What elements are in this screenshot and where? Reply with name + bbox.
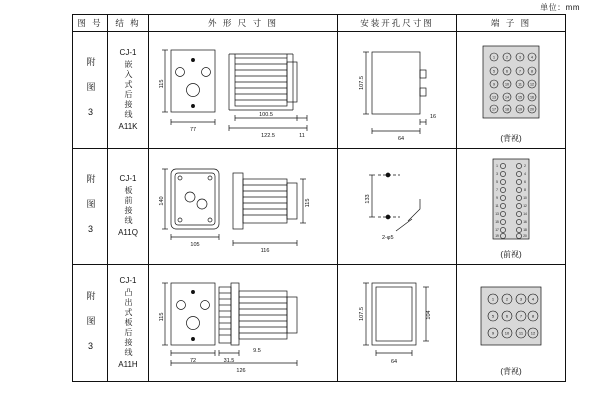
svg-text:10: 10 <box>523 195 527 200</box>
structure-type-3: 凸出式板后接线 <box>124 288 133 359</box>
table-header-row <box>73 15 566 32</box>
structure-type-2: 板前接线 <box>124 186 133 227</box>
fig-no-label-2: 附 图 3 <box>85 173 96 237</box>
table-row <box>73 265 566 382</box>
spec-table <box>72 14 566 382</box>
dim-100p5-r1: 100.5 <box>259 112 273 118</box>
structure-code-1: CJ-1 <box>119 47 137 57</box>
svg-text:5: 5 <box>491 313 495 319</box>
table-row <box>73 148 566 265</box>
mounting-drawing-1 <box>338 32 457 149</box>
dim-31p5-r3: 31.5 <box>223 358 235 365</box>
fig-no-cell-3 <box>73 265 108 382</box>
svg-text:7: 7 <box>519 313 523 319</box>
dim-77-r1: 77 <box>189 127 197 133</box>
svg-text:12: 12 <box>530 330 536 336</box>
header-terminal: 端 子 图 <box>457 15 566 32</box>
svg-text:14: 14 <box>505 95 509 100</box>
svg-text:12: 12 <box>530 82 534 87</box>
svg-text:8: 8 <box>524 187 526 192</box>
svg-text:10: 10 <box>505 82 509 87</box>
terminal-drawing-2 <box>457 148 566 265</box>
svg-text:11: 11 <box>495 203 499 208</box>
svg-text:20: 20 <box>523 233 527 238</box>
dim-104-r3: 104 <box>426 310 432 320</box>
terminal-caption-1: (背视) <box>500 133 522 143</box>
svg-text:18: 18 <box>505 107 509 112</box>
svg-text:17: 17 <box>495 227 499 232</box>
svg-text:9: 9 <box>496 195 498 200</box>
svg-text:15: 15 <box>495 219 499 224</box>
svg-text:4: 4 <box>531 296 535 302</box>
svg-text:5: 5 <box>493 69 495 74</box>
dim-11-r1: 11 <box>299 133 305 139</box>
fig-no-label-1: 附 图 3 <box>85 57 96 121</box>
structure-code-2: CJ-1 <box>119 174 137 184</box>
dim-133-r2: 133 <box>365 194 371 204</box>
unit-note: 单位：mm <box>540 3 580 12</box>
dim-107p5-r3: 107.5 <box>359 307 365 322</box>
svg-text:1: 1 <box>496 163 498 168</box>
svg-text:13: 13 <box>495 211 499 216</box>
svg-text:1: 1 <box>493 55 495 60</box>
dim-105-r2: 105 <box>190 241 200 248</box>
svg-text:8: 8 <box>531 313 535 319</box>
structure-suffix-3: A11H <box>118 360 138 370</box>
svg-text:4: 4 <box>531 55 533 60</box>
svg-text:8: 8 <box>531 69 533 74</box>
structure-cell-1 <box>108 32 149 149</box>
svg-text:18: 18 <box>523 227 527 232</box>
fig-no-cell-1 <box>73 32 108 149</box>
svg-text:17: 17 <box>492 107 496 112</box>
fig-no-cell-2 <box>73 148 108 265</box>
header-outline: 外 形 尺 寸 图 <box>149 15 338 32</box>
structure-code-3: CJ-1 <box>119 276 137 286</box>
svg-text:5: 5 <box>496 179 498 184</box>
svg-text:2: 2 <box>524 163 526 168</box>
terminal-caption-2: (前视) <box>500 250 522 260</box>
svg-text:3: 3 <box>519 296 523 302</box>
dim-9p5-r3: 9.5 <box>253 348 261 355</box>
svg-text:6: 6 <box>506 69 508 74</box>
dim-hole-r2: 2-φ5 <box>382 234 394 241</box>
svg-text:7: 7 <box>496 187 498 192</box>
mounting-drawing-3 <box>338 265 457 382</box>
svg-text:9: 9 <box>493 82 495 87</box>
svg-text:2: 2 <box>505 296 509 302</box>
svg-text:3: 3 <box>519 55 521 60</box>
svg-text:19: 19 <box>495 233 499 238</box>
table-row <box>73 32 566 149</box>
svg-text:16: 16 <box>523 219 527 224</box>
structure-cell-2 <box>108 148 149 265</box>
svg-text:20: 20 <box>530 107 534 112</box>
structure-suffix-1: A11K <box>118 121 138 131</box>
dim-16-r1: 16 <box>430 114 437 120</box>
dim-64-r1: 64 <box>397 136 405 142</box>
svg-text:4: 4 <box>524 171 526 176</box>
svg-text:13: 13 <box>492 95 496 100</box>
structure-cell-3 <box>108 265 149 382</box>
dim-height-115-r1: 115 <box>159 79 165 89</box>
svg-text:14: 14 <box>523 211 527 216</box>
svg-text:15: 15 <box>518 95 522 100</box>
svg-text:7: 7 <box>519 69 521 74</box>
svg-text:16: 16 <box>530 95 534 100</box>
structure-type-1: 嵌入式后接线 <box>124 59 133 120</box>
dim-116-r2: 116 <box>260 247 270 254</box>
outline-drawing-2 <box>149 148 338 265</box>
terminal-drawing-3 <box>457 265 566 382</box>
dim-126-r3: 126 <box>236 368 246 375</box>
fig-no-label-3: 附 图 3 <box>85 290 96 354</box>
header-structure: 结 构 <box>108 15 149 32</box>
dim-107p5-r1: 107.5 <box>359 76 365 90</box>
terminal-drawing-1 <box>457 32 566 149</box>
dim-140-r2: 140 <box>159 196 165 206</box>
header-mounting: 安装开孔尺寸图 <box>338 15 457 32</box>
dim-72-r3: 72 <box>189 358 197 365</box>
outline-drawing-1 <box>149 32 338 149</box>
dim-115-r2: 115 <box>305 198 311 208</box>
svg-text:12: 12 <box>523 203 527 208</box>
svg-text:11: 11 <box>518 82 522 87</box>
svg-text:9: 9 <box>491 330 495 336</box>
svg-text:3: 3 <box>496 171 498 176</box>
svg-text:2: 2 <box>506 55 508 60</box>
header-fig-no: 图 号 <box>73 15 108 32</box>
dim-115-r3: 115 <box>159 312 165 322</box>
mounting-drawing-2 <box>338 148 457 265</box>
svg-text:1: 1 <box>491 296 495 302</box>
dim-122p5-r1: 122.5 <box>261 133 275 139</box>
svg-text:19: 19 <box>518 107 522 112</box>
terminal-caption-3: (背视) <box>500 367 522 376</box>
svg-text:11: 11 <box>518 330 524 336</box>
svg-text:6: 6 <box>524 179 526 184</box>
svg-text:10: 10 <box>504 330 510 336</box>
svg-text:6: 6 <box>505 313 509 319</box>
structure-suffix-2: A11Q <box>118 228 138 238</box>
outline-drawing-3 <box>149 265 338 382</box>
dim-64-r3: 64 <box>390 359 398 366</box>
